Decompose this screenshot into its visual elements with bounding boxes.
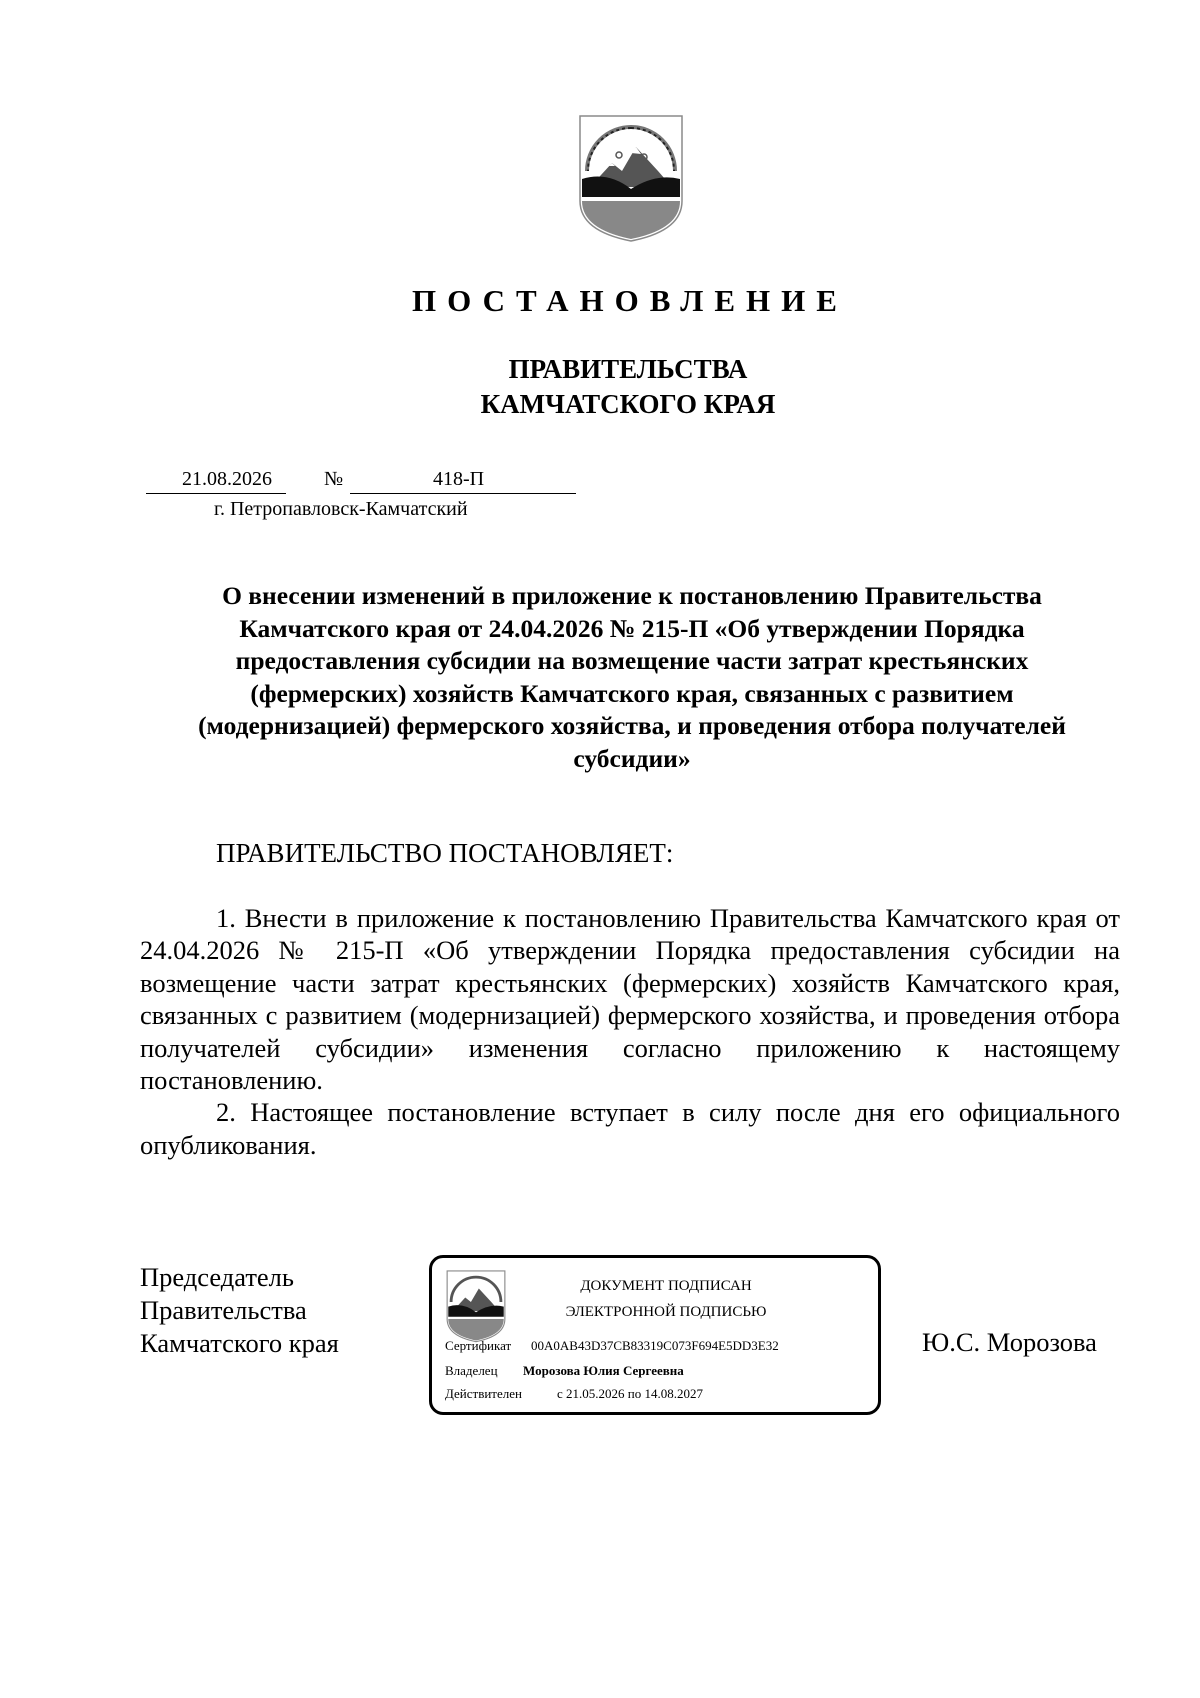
document-type-heading: ПОСТАНОВЛЕНИЕ — [412, 283, 848, 318]
owner-label: Владелец — [445, 1363, 498, 1378]
issuer-line: КАМЧАТСКОГО КРАЯ — [480, 389, 776, 419]
validity-row — [445, 1386, 703, 1402]
title-line: предоставления субсидии на возмещение части затрат крестьянских — [235, 646, 1029, 676]
issuer-line: ПРАВИТЕЛЬСТВА — [508, 354, 748, 384]
title-line: Камчатского края от 24.04.2026 № 215-П «Об утверждении Порядка — [239, 613, 1025, 643]
kamchatka-coat-of-arms-icon — [446, 1269, 506, 1343]
stamp-heading-line: ЭЛЕКТРОННОЙ ПОДПИСЬЮ — [565, 1304, 767, 1320]
title-line: (фермерских) хозяйств Камчатского края, связанных с развитием — [250, 678, 1014, 708]
date-number-line — [146, 468, 576, 494]
title-line: О внесении изменений в приложение к постановлению Правительства — [222, 581, 1042, 610]
number-underline — [350, 493, 576, 494]
document-number: 418-П — [433, 468, 485, 490]
signer-position-line: Камчатского края — [140, 1327, 339, 1358]
signer-position-line: Председатель — [140, 1262, 294, 1292]
kamchatka-coat-of-arms-icon — [578, 113, 684, 243]
owner-value: Морозова Юлия Сергеевна — [523, 1363, 684, 1378]
certificate-row — [445, 1338, 779, 1354]
electronic-signature-stamp — [429, 1255, 881, 1415]
issuer-heading — [0, 352, 1200, 422]
signer-name: Ю.С. Морозова — [922, 1327, 1097, 1357]
body-paragraph: 1. Внести в приложение к постановлению Правительства Камчатского края от 24.04.2026 № 215-П «Об утверждении Порядка предоставления субсидии на возмещение части затрат крестьянских (фермерских) хозяйств Камчатского края, связанных с развитием (модернизацией) фермерского хозяйства, и проведения отбора получателей субсидии» изменения согласно приложению к настоящему постановлению. — [140, 903, 1120, 1096]
title-line: субсидии» — [573, 743, 691, 773]
resolution-preamble: ПРАВИТЕЛЬСТВО ПОСТАНОВЛЯЕТ: — [216, 838, 674, 868]
document-date: 21.08.2026 — [182, 468, 272, 490]
document-title — [140, 580, 1124, 776]
date-underline — [146, 493, 286, 494]
number-sign: № — [324, 468, 344, 490]
city-line: г. Петропавловск-Камчатский — [214, 498, 468, 520]
stamp-heading-line: ДОКУМЕНТ ПОДПИСАН — [580, 1278, 752, 1294]
certificate-value: 00A0AB43D37CB83319C073F694E5DD3E32 — [531, 1338, 779, 1353]
validity-value: с 21.05.2026 по 14.08.2027 — [557, 1386, 703, 1401]
signer-position — [140, 1261, 339, 1359]
owner-row — [445, 1363, 684, 1379]
document-body — [140, 902, 1120, 1161]
signer-position-line: Правительства — [140, 1294, 307, 1325]
certificate-label: Сертификат — [445, 1338, 512, 1353]
stamp-heading — [542, 1273, 790, 1325]
body-paragraph: 2. Настоящее постановление вступает в силу после дня его официального опубликования. — [140, 1097, 1120, 1160]
validity-label: Действителен — [445, 1386, 522, 1401]
title-line: (модернизацией) фермерского хозяйства, и проведения отбора получателей — [198, 711, 1066, 741]
